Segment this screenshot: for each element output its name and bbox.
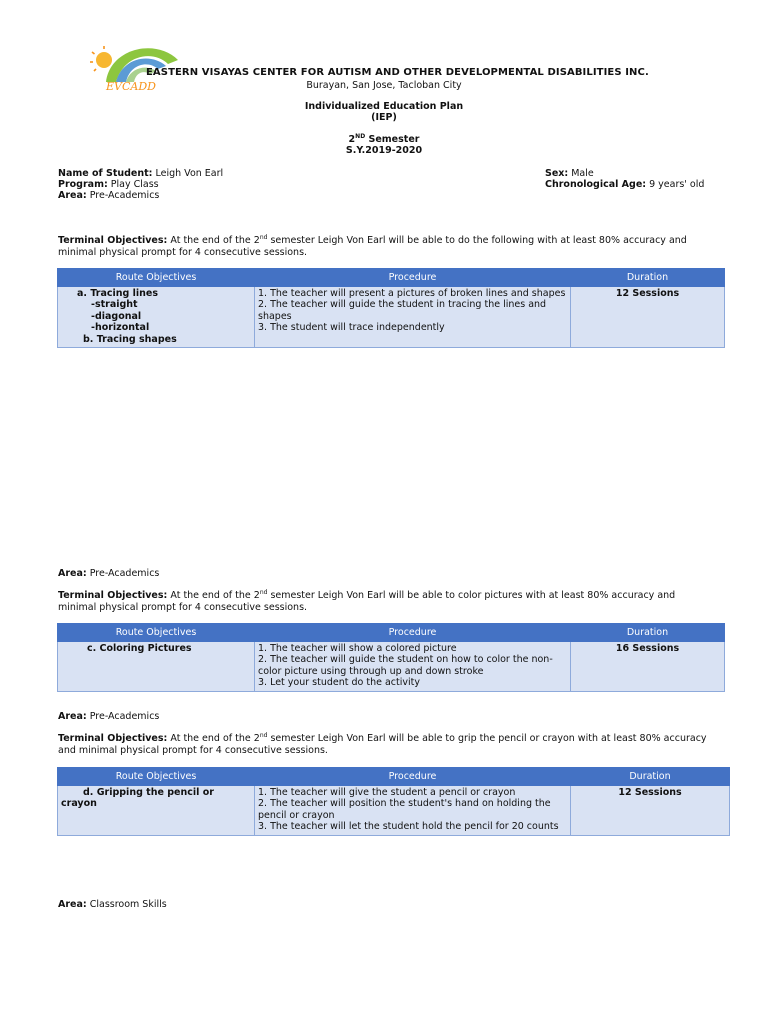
table-row (58, 642, 725, 692)
logo-wordmark: EVCADD (106, 80, 156, 93)
procedure-step: 1. The teacher will present a pictures of broken lines and shapes (258, 288, 566, 299)
student-area: Area: Pre-Academics (58, 190, 160, 201)
header-procedure: Procedure (255, 269, 571, 287)
objective-item: b. Tracing shapes (83, 333, 177, 345)
objectives-table-2 (57, 623, 725, 692)
semester-line: 2ND Semester (348, 133, 420, 145)
plan-abbreviation: (IEP) (371, 112, 397, 123)
organization-name: EASTERN VISAYAS CENTER FOR AUTISM AND OTHER DEVELOPMENTAL DISABILITIES INC. (146, 67, 649, 78)
duration-cell: 16 Sessions (571, 642, 725, 692)
terminal-objective-2: Terminal Objectives: At the end of the 2nd semester Leigh Von Earl will be able to color pictures with at least 80% accuracy and minimal physical prompt for 4 consecutive sessions. (58, 589, 676, 613)
area-line-4: Area: Classroom Skills (58, 899, 167, 910)
header-procedure: Procedure (255, 768, 571, 786)
school-year: S.Y.2019-2020 (345, 145, 423, 156)
objective-item: -horizontal (91, 322, 150, 334)
procedure-step: 3. The student will trace independently (258, 322, 445, 334)
duration-cell: 12 Sessions (571, 786, 730, 836)
header-route-objectives: Route Objectives (58, 624, 255, 642)
objective-item: a. Tracing lines (77, 288, 158, 299)
header-duration: Duration (571, 624, 725, 642)
procedure-step: 2. The teacher will position the student's hand on holding the pencil or crayon (258, 798, 551, 821)
student-program: Program: Play Class (58, 179, 159, 190)
objectives-table-1 (57, 268, 725, 348)
student-sex: Sex: Male (545, 168, 594, 179)
organization-address: Burayan, San Jose, Tacloban City (306, 80, 462, 91)
area-line-2: Area: Pre-Academics (58, 568, 160, 579)
student-age: Chronological Age: 9 years' old (545, 179, 705, 190)
objectives-cell (58, 786, 255, 836)
duration-cell: 12 Sessions (571, 287, 725, 348)
objectives-cell (58, 287, 255, 348)
procedure-cell (255, 642, 571, 692)
area-line-3: Area: Pre-Academics (58, 711, 160, 722)
procedure-cell (255, 287, 571, 348)
objective-item: -diagonal (91, 310, 142, 322)
plan-title: Individualized Education Plan (304, 101, 464, 112)
procedure-step: 2. The teacher will guide the student on how to color the non-color picture using through up and down stroke (258, 654, 553, 677)
table-row (58, 287, 725, 348)
header-duration: Duration (571, 768, 730, 786)
objective-item: d. Gripping the pencil or crayon (61, 787, 214, 810)
terminal-objective-3: Terminal Objectives: At the end of the 2nd semester Leigh Von Earl will be able to grip the pencil or crayon with at least 80% accuracy and minimal physical prompt for 4 consecutive sessions. (58, 732, 707, 756)
table-row (58, 786, 730, 836)
objective-item: -straight (91, 299, 138, 311)
objectives-table-3 (57, 767, 730, 836)
objectives-cell (58, 642, 255, 692)
procedure-step: 1. The teacher will show a colored picture (258, 643, 457, 654)
procedure-step: 3. The teacher will let the student hold the pencil for 20 counts (258, 821, 559, 833)
header-duration: Duration (571, 269, 725, 287)
procedure-step: 2. The teacher will guide the student in tracing the lines and shapes (258, 299, 547, 322)
procedure-cell (255, 786, 571, 836)
objective-item: c. Coloring Pictures (87, 643, 192, 654)
header-route-objectives: Route Objectives (58, 768, 255, 786)
terminal-objective-1: Terminal Objectives: At the end of the 2nd semester Leigh Von Earl will be able to do the following with at least 80% accuracy and minimal physical prompt for 4 consecutive sessions. (58, 234, 687, 258)
header-procedure: Procedure (255, 624, 571, 642)
procedure-step: 3. Let your student do the activity (258, 677, 421, 689)
procedure-step: 1. The teacher will give the student a pencil or crayon (258, 787, 516, 798)
student-name: Name of Student: Leigh Von Earl (58, 168, 224, 179)
header-route-objectives: Route Objectives (58, 269, 255, 287)
